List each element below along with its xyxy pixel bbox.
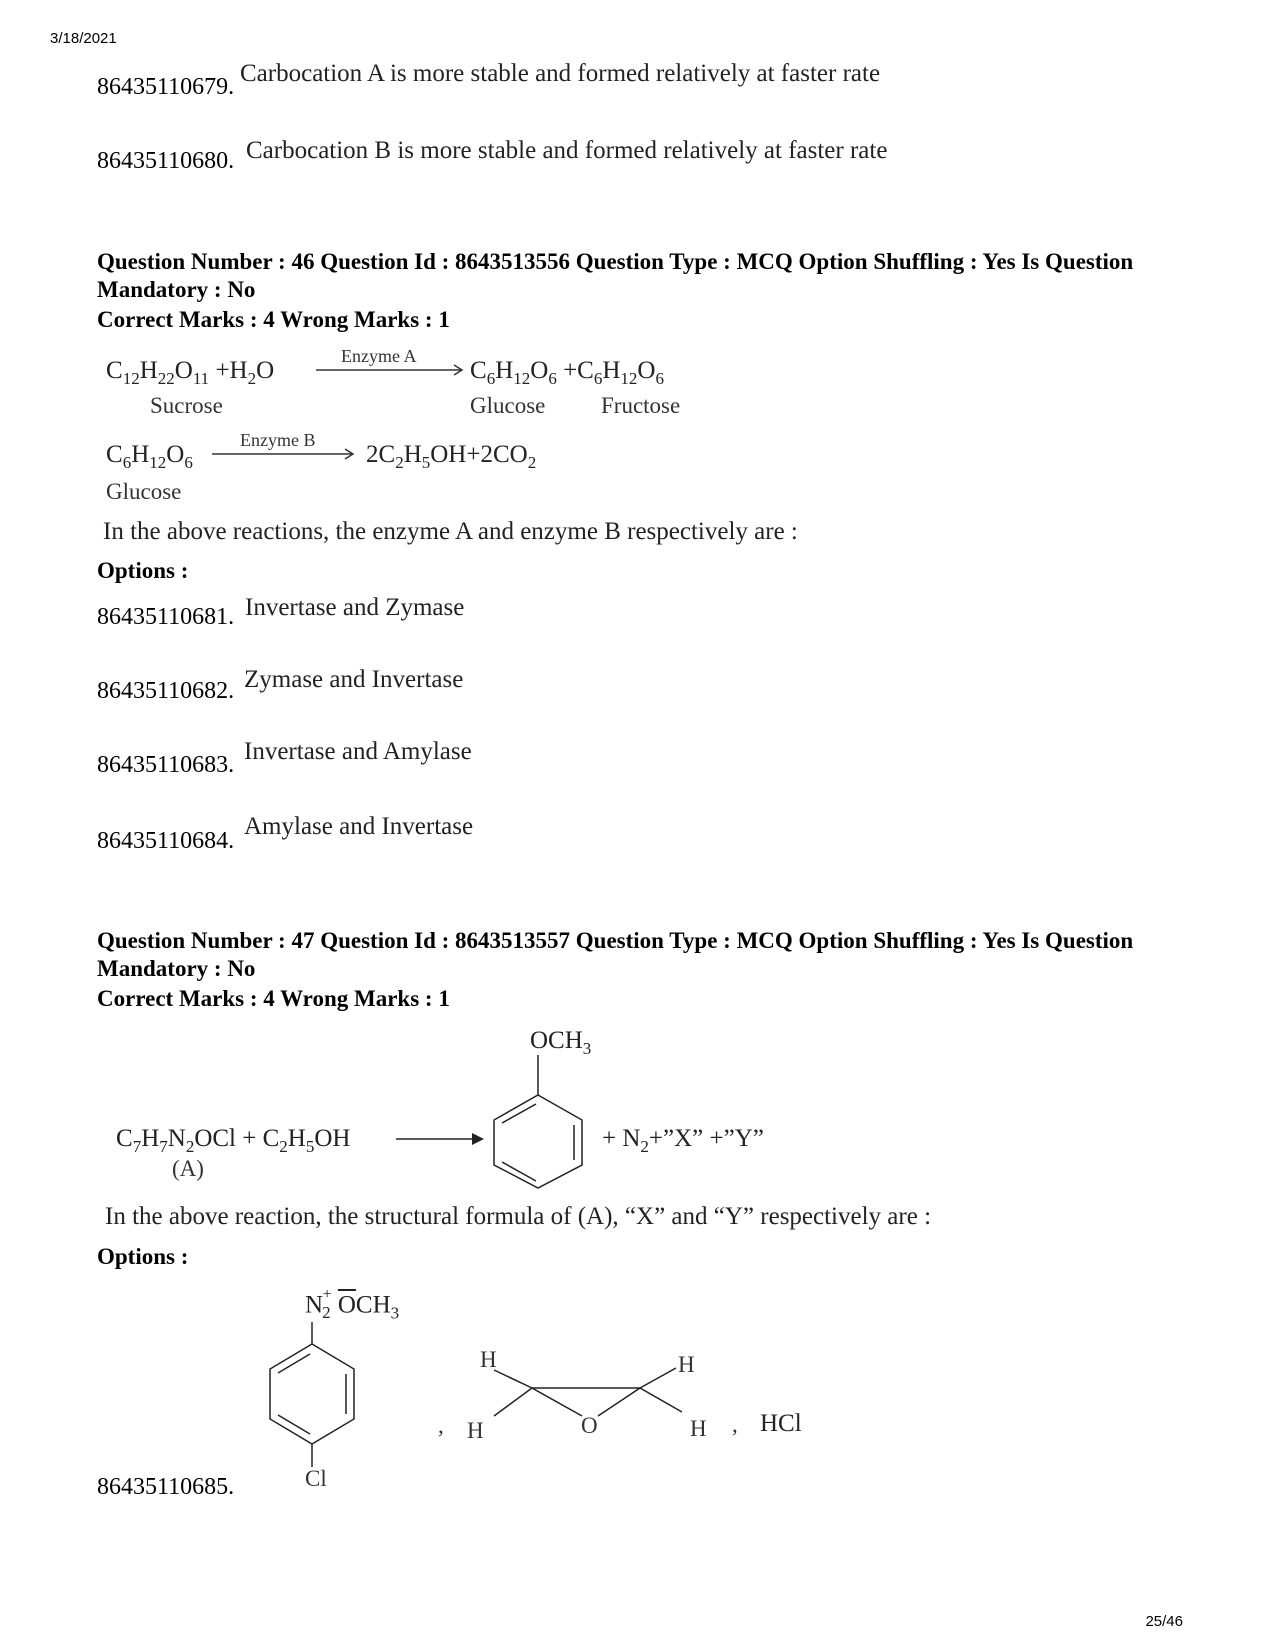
- chlorine-atom: Cl: [305, 1466, 327, 1491]
- options-label: Options :: [97, 1244, 189, 1269]
- fermentation-products: $2C_2H_5OH+2CO_2$: [366, 441, 537, 472]
- option-id: 86435110682.: [97, 678, 235, 704]
- hydrogen-atom: H: [678, 1352, 695, 1377]
- page-number: 25/46: [1145, 1613, 1183, 1630]
- fructose-label: Fructose: [601, 393, 681, 418]
- hydrogen-atom: H: [467, 1418, 484, 1443]
- comma: ,: [732, 1412, 738, 1437]
- hydrogen-atom: H: [480, 1347, 497, 1372]
- glucose-label: Glucose: [106, 479, 182, 504]
- reaction-arrow: [316, 362, 466, 376]
- option-id: 86435110685.: [97, 1474, 235, 1500]
- question-header: Question Number : 46 Question Id : 8643513556 Question Type : MCQ Option Shuffling : Yes Is Question Mandatory : No: [97, 249, 1134, 302]
- option-text: Amylase and Invertase: [244, 813, 474, 840]
- glucose-formula: $C_6H_{12}O_6$: [106, 441, 193, 472]
- byproducts-formula: + $N_2+”X$” +”Y”: [602, 1125, 764, 1156]
- reactant-a-label: (A): [172, 1156, 204, 1181]
- question-marks: Correct Marks : 4 Wrong Marks : 1: [97, 307, 450, 332]
- options-label: Options :: [97, 558, 189, 583]
- glucose-label: Glucose: [470, 393, 546, 418]
- hydrogen-atom: H: [690, 1416, 707, 1441]
- diazonium-methoxide-formula: $N_2^+$ $\overline{O}CH_3$: [305, 1286, 400, 1323]
- chlorophenyl-ring: [262, 1322, 362, 1472]
- option-id: 86435110681.: [97, 604, 235, 630]
- question-marks: Correct Marks : 4 Wrong Marks : 1: [97, 986, 450, 1011]
- print-date: 3/18/2021: [50, 30, 117, 47]
- reaction-arrow: [212, 446, 357, 460]
- option-text: Invertase and Amylase: [244, 738, 472, 765]
- option-text: Zymase and Invertase: [244, 666, 464, 693]
- option-text: Carbocation B is more stable and formed relatively at faster rate: [246, 137, 888, 164]
- option-id: 86435110683.: [97, 752, 235, 778]
- question-text: In the above reactions, the enzyme A and enzyme B respectively are :: [103, 518, 798, 545]
- products-formula: $C_6H_{12}O_6 +C_6H_{12}O_6$: [470, 357, 664, 388]
- enzyme-a-label: Enzyme A: [341, 346, 417, 366]
- sucrose-formula: $C_{12}H_{22}O_{11} +H_2O$: [106, 357, 275, 388]
- option-text: Carbocation A is more stable and formed relatively at faster rate: [240, 60, 881, 87]
- anisole-benzene-ring: [490, 1055, 590, 1190]
- option-id: 86435110679.: [97, 74, 235, 100]
- sucrose-label: Sucrose: [150, 393, 223, 418]
- reaction-arrow: [396, 1132, 486, 1146]
- question-text: In the above reaction, the structural formula of (A), “X” and “Y” respectively are :: [105, 1203, 932, 1230]
- hcl-formula: HCl: [760, 1410, 802, 1437]
- comma: ,: [438, 1413, 444, 1438]
- methoxy-group: $OCH_3$: [530, 1027, 592, 1058]
- oxygen-atom: O: [581, 1413, 598, 1438]
- enzyme-b-label: Enzyme B: [240, 430, 316, 450]
- option-id: 86435110684.: [97, 828, 235, 854]
- question-header: Question Number : 47 Question Id : 8643513557 Question Type : MCQ Option Shuffling : Yes Is Question Mandatory : No: [97, 928, 1134, 981]
- reactants-formula: $C_7H_7N_2OCl + C_2H_5OH$: [116, 1125, 351, 1156]
- option-id: 86435110680.: [97, 148, 235, 174]
- option-text: Invertase and Zymase: [245, 594, 465, 621]
